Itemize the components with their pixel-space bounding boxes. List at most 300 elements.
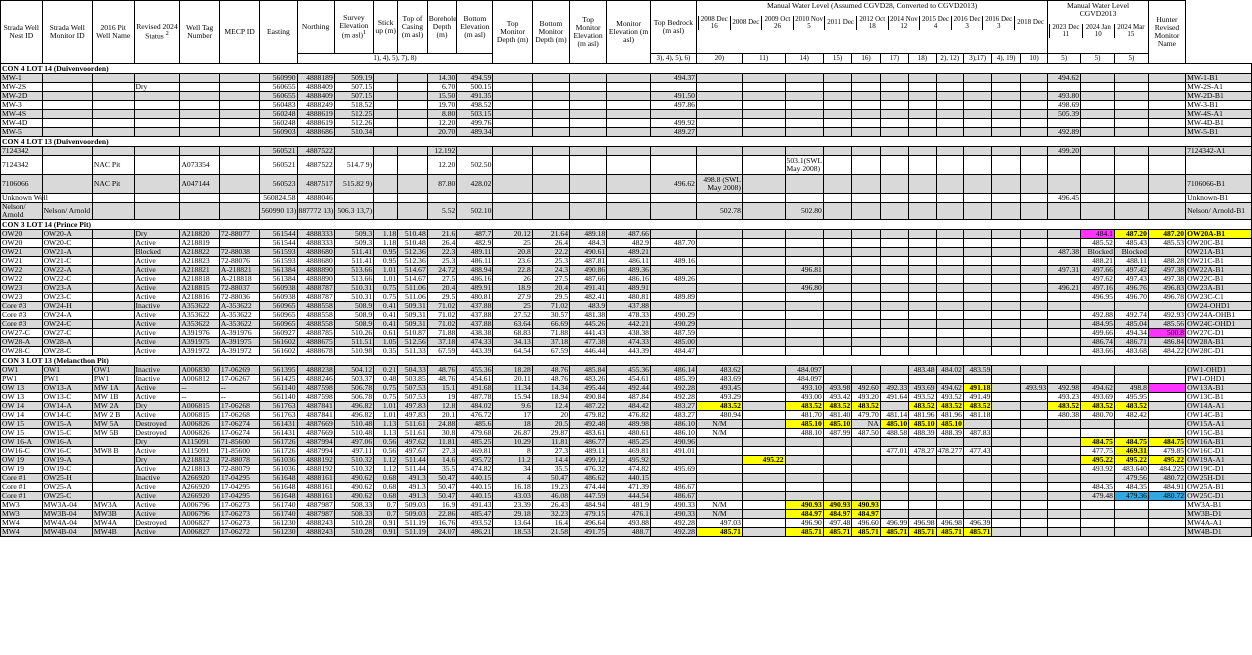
table-cell: NAC Pit <box>92 156 134 175</box>
table-cell: 469.31 <box>1114 447 1148 456</box>
table-cell: Active <box>134 393 180 402</box>
table-cell <box>823 302 851 311</box>
date-col-7: 2015 Dec 4 <box>920 16 952 30</box>
table-cell: 484.1 <box>1081 230 1115 239</box>
table-cell <box>696 311 742 320</box>
table-cell <box>909 147 936 156</box>
table-cell <box>42 194 92 203</box>
table-cell <box>909 438 936 447</box>
table-cell: OW25A-B1 <box>1186 483 1252 492</box>
table-cell: 488.28 <box>1148 257 1185 266</box>
col-borehole-depth: Borehole Depth (m) <box>427 1 457 54</box>
table-cell <box>1114 510 1148 519</box>
table-cell: A218821 <box>180 266 219 275</box>
table-cell <box>374 119 398 128</box>
table-cell: 7124342 <box>1 156 43 175</box>
table-cell <box>823 239 851 248</box>
table-cell: 495.22 <box>742 456 785 465</box>
table-cell: Dry <box>134 83 180 92</box>
table-cell: 71.02 <box>427 302 457 311</box>
table-cell <box>134 119 180 128</box>
table-cell: 492.28 <box>650 384 696 393</box>
table-cell: 7124342-A1 <box>1186 147 1252 156</box>
table-cell: 474.33 <box>607 338 651 347</box>
table-cell: 476.82 <box>607 411 651 420</box>
table-cell: 495.69 <box>650 465 696 474</box>
table-cell: 22.8 <box>493 266 532 275</box>
table-cell: OW21A-B1 <box>1186 248 1252 257</box>
table-cell: 4888678 <box>297 347 334 356</box>
table-cell: 494.62 <box>1048 74 1081 83</box>
table-cell: 4887598 <box>297 384 334 393</box>
table-cell: 496.78 <box>1148 293 1185 302</box>
table-cell: 479.68 <box>457 429 493 438</box>
table-cell <box>742 384 785 393</box>
table-cell: Destroyed <box>134 519 180 528</box>
table-cell: 480.72 <box>1148 492 1185 501</box>
table-cell: OW 19 <box>1 456 43 465</box>
table-cell: 443.39 <box>457 347 493 356</box>
table-cell: MW-5-B1 <box>1186 128 1252 137</box>
table-cell <box>134 128 180 137</box>
table-cell: 0.68 <box>374 483 398 492</box>
table-row <box>1 402 1252 411</box>
table-cell: 20.70 <box>427 128 457 137</box>
table-cell <box>823 203 851 220</box>
table-cell <box>696 83 742 92</box>
table-cell: 490.96 <box>650 438 696 447</box>
table-cell: MW-5 <box>1 128 43 137</box>
table-cell: 490.62 <box>334 492 373 501</box>
table-cell <box>570 175 607 194</box>
table-cell: 484.47 <box>650 347 696 356</box>
table-cell: 25.3 <box>427 257 457 266</box>
table-cell: 483.640 <box>1114 465 1148 474</box>
table-cell <box>992 384 1020 393</box>
table-cell: 495.22 <box>1148 456 1185 465</box>
col-manual-water-level-2013 <box>1048 1 1149 54</box>
table-cell: 486.62 <box>570 474 607 483</box>
table-cell <box>992 510 1020 519</box>
table-cell: 489.18 <box>570 230 607 239</box>
table-cell: 25 <box>493 239 532 248</box>
table-cell: 4888558 <box>297 302 334 311</box>
table-cell: OW23-C <box>42 293 92 302</box>
table-cell <box>1020 420 1047 429</box>
table-cell: 509.03 <box>398 510 428 519</box>
table-cell <box>909 239 936 248</box>
table-cell <box>823 175 851 194</box>
table-cell <box>493 203 532 220</box>
table-cell <box>1114 156 1148 175</box>
table-cell: 483.59 <box>963 366 991 375</box>
table-cell: 483.52 <box>909 402 936 411</box>
table-cell: 4888686 <box>297 128 334 137</box>
table-cell <box>1148 402 1185 411</box>
table-cell: 561602 <box>260 338 297 347</box>
table-cell: 503.85 <box>398 375 428 384</box>
table-cell <box>936 347 963 356</box>
table-row <box>1 429 1252 438</box>
table-cell <box>963 147 991 156</box>
table-cell: 4888409 <box>297 92 334 101</box>
table-cell <box>936 338 963 347</box>
table-cell: 491.18 <box>963 384 991 393</box>
table-cell <box>334 147 373 156</box>
table-cell <box>823 293 851 302</box>
table-cell <box>909 203 936 220</box>
table-cell <box>1114 92 1148 101</box>
table-cell <box>1048 230 1081 239</box>
table-cell <box>570 156 607 175</box>
table-cell <box>963 420 991 429</box>
table-cell <box>696 492 742 501</box>
table-cell <box>963 119 991 128</box>
table-row <box>1 110 1252 119</box>
table-cell <box>992 293 1020 302</box>
table-cell: 4887517 <box>297 175 334 194</box>
table-cell: Destroyed <box>134 429 180 438</box>
table-cell: 495.92 <box>607 456 651 465</box>
table-cell: 490.62 <box>334 474 373 483</box>
table-cell <box>785 110 823 119</box>
table-cell: 17-04295 <box>219 483 259 492</box>
table-cell: 561384 <box>260 266 297 275</box>
table-cell <box>852 239 880 248</box>
table-cell: 14.6 <box>427 456 457 465</box>
table-cell <box>823 147 851 156</box>
table-cell: PW1-OHD1 <box>1186 375 1252 384</box>
table-cell: 498.69 <box>1048 101 1081 110</box>
table-cell: 18 <box>493 420 532 429</box>
table-cell: N/M <box>696 501 742 510</box>
table-cell: 35.5 <box>532 465 569 474</box>
table-cell <box>1048 510 1081 519</box>
table-cell: OW28-A <box>1 338 43 347</box>
table-cell: OW28-C <box>1 347 43 356</box>
table-cell: A391975 <box>180 338 219 347</box>
table-cell <box>532 110 569 119</box>
table-cell <box>92 248 134 257</box>
table-cell: OW20C-B1 <box>1186 239 1252 248</box>
table-cell: 484.097 <box>785 375 823 384</box>
table-cell <box>963 456 991 465</box>
table-cell: 20.12 <box>493 230 532 239</box>
table-cell <box>1048 456 1081 465</box>
table-cell <box>992 92 1020 101</box>
table-cell: A266920 <box>180 483 219 492</box>
table-cell <box>936 156 963 175</box>
table-cell <box>134 101 180 110</box>
table-cell: Core #3 <box>1 311 43 320</box>
table-cell: 479.85 <box>1148 447 1185 456</box>
table-cell <box>374 194 398 203</box>
table-cell: OW24-H <box>42 302 92 311</box>
table-cell: 507.15 <box>334 83 373 92</box>
table-cell: 4887994 <box>297 438 334 447</box>
table-cell <box>963 257 991 266</box>
table-cell: 35.5 <box>427 465 457 474</box>
table-cell: 66.69 <box>532 320 569 329</box>
table-cell: 511.51 <box>334 338 373 347</box>
table-cell <box>936 110 963 119</box>
table-row <box>1 156 1252 175</box>
table-cell <box>785 92 823 101</box>
table-cell: 479.48 <box>1081 492 1115 501</box>
table-cell: OW16A-B1 <box>1186 438 1252 447</box>
col-bottom-monitor-depth: Bottom Monitor Depth (m) <box>532 1 569 64</box>
table-cell: Inactive <box>134 474 180 483</box>
table-cell: OW20 <box>1 239 43 248</box>
table-cell: 72-88077 <box>219 230 259 239</box>
table-cell: 488.21 <box>1081 257 1115 266</box>
table-cell: Core #1 <box>1 492 43 501</box>
table-cell: 498.52 <box>457 101 493 110</box>
table-cell: Active <box>134 266 180 275</box>
table-cell <box>785 239 823 248</box>
table-row <box>1 128 1252 137</box>
table-cell: PW1 <box>92 375 134 384</box>
table-cell <box>696 194 742 203</box>
table-cell: 491.43 <box>457 501 493 510</box>
table-cell: 493.93 <box>1020 384 1047 393</box>
table-cell: MW3 <box>1 510 43 519</box>
table-cell <box>909 101 936 110</box>
table-cell <box>1020 248 1047 257</box>
table-cell: OW28A-B1 <box>1186 338 1252 347</box>
table-cell <box>1081 175 1115 194</box>
table-cell: 4888787 <box>297 293 334 302</box>
table-cell: 0.61 <box>374 329 398 338</box>
table-cell: OW15-C <box>42 429 92 438</box>
table-cell: 1.01 <box>374 411 398 420</box>
table-cell: Active <box>134 347 180 356</box>
table-cell: 490.86 <box>570 266 607 275</box>
table-cell <box>696 110 742 119</box>
table-cell: Inactive <box>134 375 180 384</box>
table-cell: 4887669 <box>297 420 334 429</box>
table-cell <box>1081 83 1115 92</box>
table-cell <box>936 510 963 519</box>
table-cell: 5.52 <box>427 203 457 220</box>
table-cell: 437.88 <box>607 302 651 311</box>
table-cell: 511.06 <box>398 284 428 293</box>
table-cell: OW21-C <box>42 257 92 266</box>
table-cell: 0.75 <box>374 284 398 293</box>
table-cell: 485.39 <box>650 375 696 384</box>
table-cell: OW 13 <box>1 384 43 393</box>
table-cell: 71.02 <box>532 302 569 311</box>
table-cell: 483.52 <box>1114 402 1148 411</box>
table-cell: 4888558 <box>297 320 334 329</box>
col-easting: Easting <box>260 1 297 64</box>
table-cell <box>823 74 851 83</box>
table-cell <box>936 284 963 293</box>
table-cell: 496.95 <box>1081 293 1115 302</box>
table-cell: 30.8 <box>427 429 457 438</box>
table-cell: A218822 <box>180 248 219 257</box>
table-cell: 489.98 <box>607 420 651 429</box>
table-cell <box>963 194 991 203</box>
table-cell: 72-88037 <box>219 284 259 293</box>
table-cell <box>785 194 823 203</box>
table-cell <box>1148 101 1185 110</box>
table-cell <box>1081 420 1115 429</box>
col-well-tag: Well Tag Number <box>180 1 219 64</box>
table-cell: 4888680 <box>297 257 334 266</box>
table-cell: 496.90 <box>785 519 823 528</box>
table-cell: 483.68 <box>1114 347 1148 356</box>
table-row <box>1 447 1252 456</box>
table-cell <box>852 175 880 194</box>
table-cell <box>493 101 532 110</box>
table-cell <box>1081 510 1115 519</box>
table-row <box>1 519 1252 528</box>
table-cell: 72-88076 <box>219 257 259 266</box>
table-row <box>1 266 1252 275</box>
table-cell: A115091 <box>180 447 219 456</box>
table-cell <box>1148 375 1185 384</box>
table-cell <box>696 74 742 83</box>
table-row <box>1 230 1252 239</box>
date-2013-columns-row <box>1050 24 1147 38</box>
section-header <box>1 64 1252 74</box>
table-cell: 494.62 <box>936 384 963 393</box>
table-cell: 487.70 <box>650 239 696 248</box>
table-cell <box>936 83 963 92</box>
table-cell: 497.67 <box>398 447 428 456</box>
table-cell <box>398 156 428 175</box>
table-cell <box>1048 347 1081 356</box>
table-cell <box>852 203 880 220</box>
table-cell: 474.82 <box>607 465 651 474</box>
table-cell: 483.52 <box>963 402 991 411</box>
table-cell: 17-06269 <box>219 366 259 375</box>
table-cell: 489.34 <box>457 128 493 137</box>
table-cell: MW-4D <box>1 119 43 128</box>
table-cell: Active <box>134 492 180 501</box>
table-cell: MW3B-04 <box>42 510 92 519</box>
table-cell: MW 2 B <box>92 411 134 420</box>
table-cell <box>1020 175 1047 194</box>
table-cell: 48.76 <box>532 375 569 384</box>
table-cell: MW 5A <box>92 420 134 429</box>
table-cell: 510.48 <box>398 230 428 239</box>
col-status: Revised 2024 Status $^2$ <box>134 1 180 64</box>
table-cell <box>852 302 880 311</box>
table-cell <box>607 128 651 137</box>
table-cell <box>92 338 134 347</box>
table-cell <box>1148 510 1185 519</box>
table-cell: 505.39 <box>1048 110 1081 119</box>
table-cell <box>909 110 936 119</box>
table-cell <box>880 284 908 293</box>
table-cell: 495.72 <box>457 456 493 465</box>
table-cell: 441.43 <box>570 329 607 338</box>
table-cell: 46.08 <box>532 492 569 501</box>
table-cell <box>992 266 1020 275</box>
table-cell <box>785 175 823 194</box>
table-cell: 1.01 <box>374 275 398 284</box>
table-cell <box>963 338 991 347</box>
table-cell <box>607 74 651 83</box>
table-cell <box>92 257 134 266</box>
table-cell <box>742 284 785 293</box>
table-cell: 508.33 <box>334 510 373 519</box>
table-cell <box>42 92 92 101</box>
table-cell: MW-3 <box>1 101 43 110</box>
table-cell <box>92 284 134 293</box>
table-cell <box>992 83 1020 92</box>
table-cell: 0.68 <box>374 492 398 501</box>
table-cell: Active <box>134 501 180 510</box>
table-cell <box>1048 447 1081 456</box>
table-cell: 497.62 <box>1081 275 1115 284</box>
table-cell <box>936 119 963 128</box>
table-cell <box>1148 119 1185 128</box>
table-cell <box>785 257 823 266</box>
table-cell <box>92 483 134 492</box>
table-cell <box>880 311 908 320</box>
table-row <box>1 393 1252 402</box>
table-cell <box>92 92 134 101</box>
table-cell <box>1081 203 1115 220</box>
table-cell: 4887841 <box>297 411 334 420</box>
table-cell <box>992 156 1020 175</box>
table-cell <box>1114 501 1148 510</box>
table-cell <box>532 194 569 203</box>
table-cell <box>1048 501 1081 510</box>
table-cell <box>909 194 936 203</box>
table-cell: 4888161 <box>297 483 334 492</box>
table-row <box>1 465 1252 474</box>
table-cell <box>570 128 607 137</box>
table-cell: 481.96 <box>936 411 963 420</box>
table-cell: 50.47 <box>427 483 457 492</box>
table-cell: 561431 <box>260 429 297 438</box>
table-cell: 496.60 <box>852 519 880 528</box>
table-cell <box>823 101 851 110</box>
table-cell: 511.33 <box>398 347 428 356</box>
table-cell: 490.93 <box>823 501 851 510</box>
table-cell: Active <box>134 284 180 293</box>
table-cell: 561763 <box>260 411 297 420</box>
table-cell: 16.76 <box>427 519 457 528</box>
table-cell: 496.99 <box>880 519 908 528</box>
table-cell <box>909 175 936 194</box>
table-cell: 518.52 <box>334 101 373 110</box>
date-col-2: 2009 Oct 26 <box>762 16 794 30</box>
table-cell: 479.56 <box>1114 474 1148 483</box>
table-cell: 21.64 <box>532 230 569 239</box>
table-cell <box>936 92 963 101</box>
table-cell: 489.21 <box>607 248 651 257</box>
table-cell: 13.64 <box>493 519 532 528</box>
table-cell <box>963 92 991 101</box>
table-cell <box>992 366 1020 375</box>
table-cell: OW21-A <box>42 248 92 257</box>
table-cell <box>650 456 696 465</box>
table-cell <box>936 230 963 239</box>
table-cell: 4888192 <box>297 456 334 465</box>
table-cell <box>909 465 936 474</box>
table-cell <box>134 156 180 175</box>
table-cell: 20 <box>532 411 569 420</box>
table-row <box>1 347 1252 356</box>
table-cell: 483.69 <box>696 375 742 384</box>
table-cell: MW-2S-A1 <box>1186 83 1252 92</box>
table-cell <box>880 119 908 128</box>
